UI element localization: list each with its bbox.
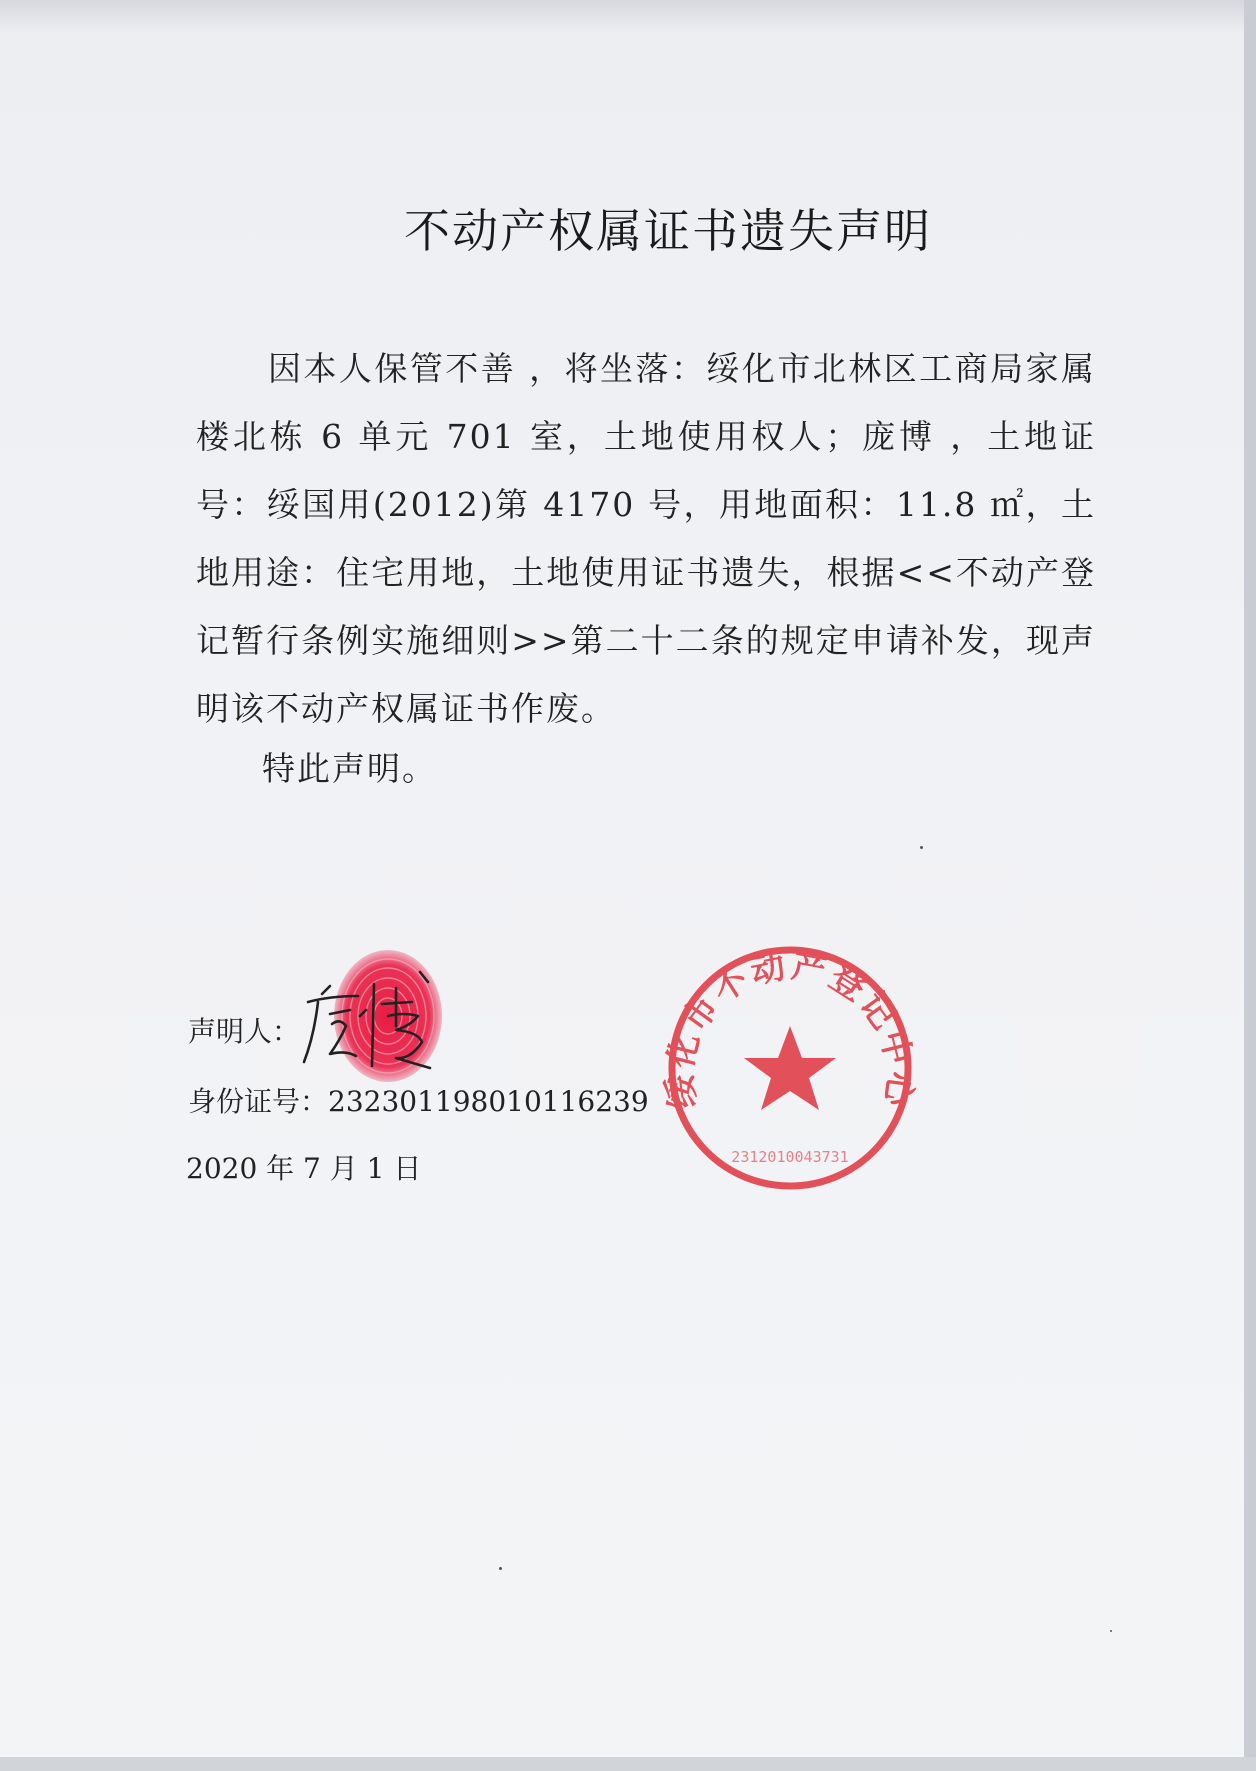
id-number-line [188,1080,649,1120]
seal-serial: 2312010043731 [731,1148,849,1166]
id-label: 身份证号： [188,1085,329,1118]
official-seal [655,940,925,1195]
declarant-label: 声明人： [188,1015,301,1048]
scan-speck [920,846,923,849]
id-number: 232301198010116239 [328,1085,649,1118]
declaration-date: 2020 年 7 月 1 日 [186,1152,422,1185]
seal-text: 绥化市不动产登记中心 [659,945,921,1112]
handwritten-signature [300,966,460,1076]
document-title: 不动产权属证书遗失声明 [404,204,932,258]
scan-edge-right [1244,0,1256,1771]
scan-speck [499,1567,502,1570]
scan-speck [1110,1630,1112,1632]
scan-shadow [0,0,1256,34]
scan-edge-bottom [0,1757,1256,1771]
declaration-body: 因本人保管不善 ，将坐落：绥化市北林区工商局家属楼北栋 6 单元 701 室，土地使用权人；庞博 ，土地证号：绥国用(2012)第 4170 号，用地面积：11.8 ㎡，土地用途：住宅用地，土地使用证书遗失，根据<<不动产登记暂行条例实施细则>>第二十二条的规定申请补发，现声明该不动产权属证书作废。 [196,349,1096,728]
closing-phrase: 特此声明。 [262,749,437,788]
